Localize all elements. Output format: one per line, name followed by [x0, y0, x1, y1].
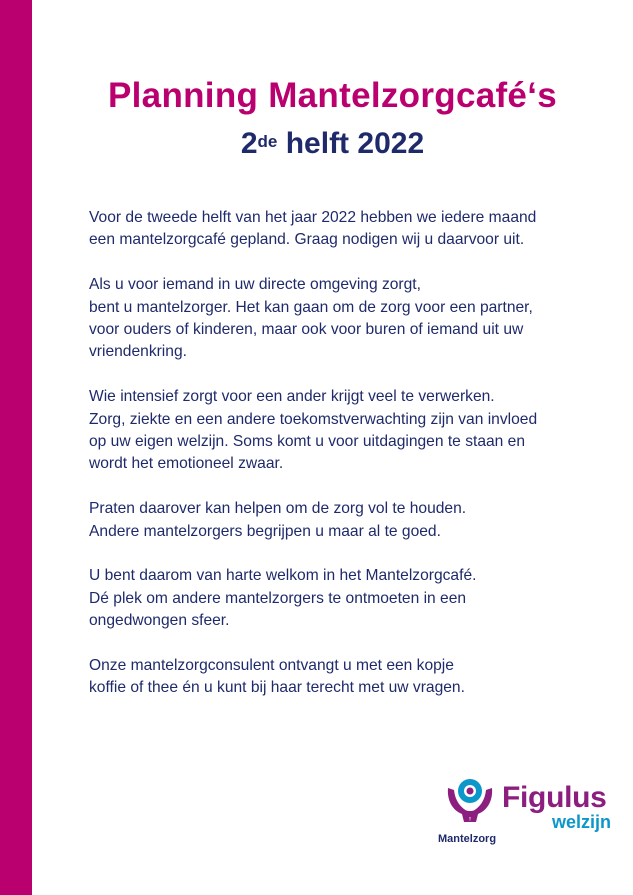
text-line: Dé plek om andere mantelzorgers te ontmoeten in een [89, 589, 467, 607]
text-line: koffie of thee én u kunt bij haar terecht met uw vragen. [89, 679, 465, 697]
caring-hands-icon [444, 778, 496, 824]
paragraph [89, 655, 599, 700]
text-line: Zorg, ziekte en een andere toekomstverwachting zijn van invloed [89, 410, 538, 428]
text-line: U bent daarom van harte welkom in het Mantelzorgcafé. [89, 567, 477, 585]
text-line: wordt het emotioneel zwaar. [89, 455, 284, 473]
text-line: Voor de tweede helft van het jaar 2022 hebben we iedere maand [89, 209, 537, 226]
text-line: Als u voor iemand in uw directe omgeving zorgt, [89, 276, 421, 294]
text-line: Praten daarover kan helpen om de zorg vol te houden. [89, 500, 467, 518]
text-line: Onze mantelzorgconsulent ontvangt u met een kopje [89, 657, 454, 675]
subtitle-text: helft 2022 [277, 127, 425, 160]
accent-side-bar [0, 0, 32, 895]
figulus-logo [436, 778, 616, 850]
text-line: Wie intensief zorgt voor een ander krijgt veel te verwerken. [89, 388, 495, 406]
paragraph [89, 386, 599, 476]
subtitle-superscript: de [257, 132, 278, 151]
page-title: Planning Mantelzorgcafé‘s [108, 76, 557, 115]
text-line: bent u mantelzorger. Het kan gaan om de zorg voor een partner, [89, 298, 533, 316]
body-text [89, 207, 599, 722]
paragraph [89, 274, 599, 364]
text-line: voor ouders of kinderen, maar ook voor buren of iemand uit uw [89, 321, 524, 339]
paragraph [89, 565, 599, 632]
subtitle-number: 2 [240, 127, 258, 160]
page-subtitle [32, 124, 633, 164]
text-line: vriendenkring. [89, 343, 187, 361]
text-line: een mantelzorgcafé gepland. Graag nodigen wij u daarvoor uit. [89, 231, 525, 249]
paragraph [89, 207, 599, 252]
text-line: Andere mantelzorgers begrijpen u maar al te goed. [89, 522, 441, 540]
brand-subname: welzijn [552, 812, 612, 832]
brand-name: Figulus [502, 781, 607, 814]
paragraph [89, 498, 599, 543]
text-line: op uw eigen welzijn. Soms komt u voor uitdagingen te staan en [89, 433, 526, 451]
text-line: ongedwongen sfeer. [89, 612, 230, 630]
brand-tagline: Mantelzorg [438, 833, 497, 845]
